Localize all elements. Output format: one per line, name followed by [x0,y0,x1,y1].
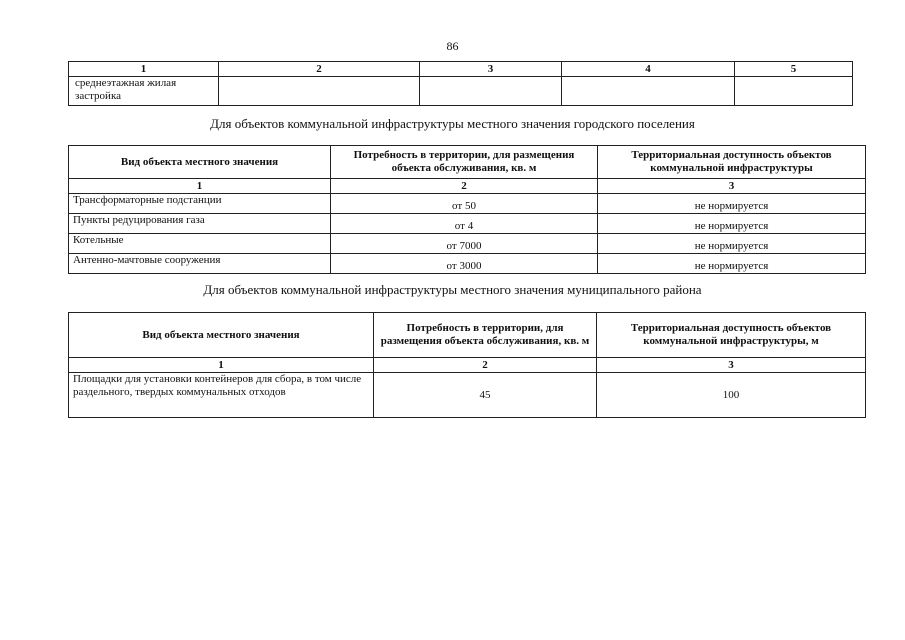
district-infrastructure-table [68,312,866,418]
object-name: Пункты редуцирования газа [69,214,331,234]
page-number: 86 [446,39,459,53]
access-value: не нормируется [598,194,866,214]
header-object-type: Вид объекта местного значения [69,146,331,179]
column-number: 3 [597,358,866,373]
table-row [69,194,866,214]
urban-infrastructure-table [68,145,866,274]
access-value: не нормируется [598,234,866,254]
header-area-need: Потребность в территории, для размещения объекта обслуживания, кв. м [374,313,597,358]
table-row [69,214,866,234]
header-accessibility: Территориальная доступность объектов коммунальной инфраструктуры, м [597,313,866,358]
column-number: 1 [69,62,219,77]
row-name: среднеэтажная жилая застройка [69,77,219,106]
column-number: 2 [374,358,597,373]
section-title-urban: Для объектов коммунальной инфраструктуры местного значения городского поселения [210,116,695,131]
header-row [69,146,866,179]
area-value: от 4 [331,214,598,234]
object-name: Площадки для установки контейнеров для сбора, в том числе раздельного, твердых коммунальных отходов [69,373,374,418]
column-number: 3 [598,179,866,194]
column-number: 2 [219,62,420,77]
access-value: не нормируется [598,254,866,274]
header-row [69,313,866,358]
table-row [69,373,866,418]
continuation-table [68,61,853,106]
area-value: 45 [374,373,597,418]
table-row [69,234,866,254]
column-number: 1 [69,358,374,373]
area-value: от 3000 [331,254,598,274]
empty-cell [420,77,562,106]
table-row [69,77,853,106]
column-number: 4 [562,62,735,77]
table-row [69,254,866,274]
column-number-row [69,62,853,77]
header-accessibility: Территориальная доступность объектов коммунальной инфраструктуры [598,146,866,179]
column-number-row [69,179,866,194]
access-value: не нормируется [598,214,866,234]
empty-cell [562,77,735,106]
column-number: 3 [420,62,562,77]
column-number: 5 [735,62,853,77]
area-value: от 7000 [331,234,598,254]
object-name: Антенно-мачтовые сооружения [69,254,331,274]
access-value: 100 [597,373,866,418]
object-name: Котельные [69,234,331,254]
header-object-type: Вид объекта местного значения [69,313,374,358]
column-number-row [69,358,866,373]
area-value: от 50 [331,194,598,214]
column-number: 1 [69,179,331,194]
section-title-district: Для объектов коммунальной инфраструктуры местного значения муниципального района [203,282,702,297]
object-name: Трансформаторные подстанции [69,194,331,214]
empty-cell [219,77,420,106]
header-area-need: Потребность в территории, для размещения объекта обслуживания, кв. м [331,146,598,179]
column-number: 2 [331,179,598,194]
empty-cell [735,77,853,106]
